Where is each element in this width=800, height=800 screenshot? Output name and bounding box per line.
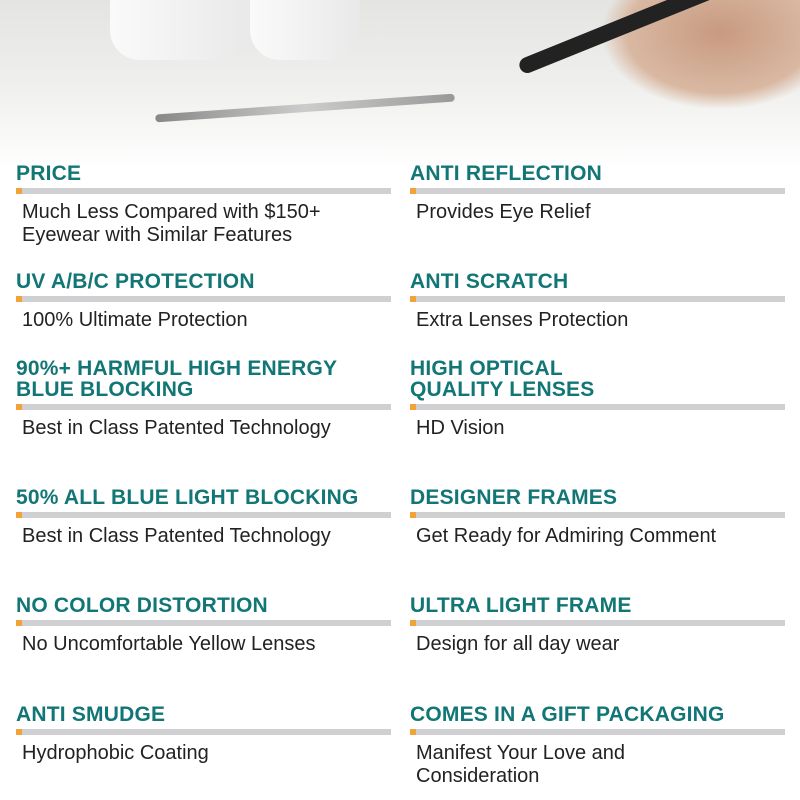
- divider: [22, 512, 391, 518]
- feature-title: ANTI REFLECTION: [410, 162, 602, 185]
- hero-photo: [0, 0, 800, 170]
- feature-title: DESIGNER FRAMES: [410, 486, 618, 509]
- feature-price: [16, 163, 391, 247]
- divider: [416, 404, 785, 410]
- feature-desc: HD Vision: [416, 417, 505, 439]
- feature-desc: 100% Ultimate Protection: [22, 309, 248, 331]
- paper-roll: [110, 0, 250, 60]
- divider: [416, 512, 785, 518]
- feature-desc: Provides Eye Relief: [416, 201, 591, 223]
- feature-desc: Design for all day wear: [416, 633, 620, 655]
- feature-title: 90%+ HARMFUL HIGH ENERGY BLUE BLOCKING: [16, 357, 337, 401]
- feature-ultra-light-frame: [410, 595, 785, 656]
- feature-no-color-distortion: [16, 595, 391, 656]
- feature-title: ULTRA LIGHT FRAME: [410, 594, 632, 617]
- feature-title: ANTI SMUDGE: [16, 703, 166, 726]
- feature-anti-smudge: [16, 704, 391, 765]
- divider: [22, 729, 391, 735]
- feature-desc: Much Less Compared with $150+ Eyewear with Similar Features: [22, 201, 321, 246]
- feature-desc: Hydrophobic Coating: [22, 742, 209, 764]
- feature-title: PRICE: [16, 162, 82, 185]
- paper-roll: [250, 0, 360, 60]
- divider: [22, 188, 391, 194]
- feature-desc: Extra Lenses Protection: [416, 309, 629, 331]
- feature-uv-protection: [16, 271, 391, 332]
- feature-optical-quality: [410, 358, 785, 440]
- feature-desc: Get Ready for Admiring Comment: [416, 525, 717, 547]
- divider: [22, 404, 391, 410]
- feature-desc: Manifest Your Love and Consideration: [416, 742, 626, 787]
- divider: [22, 296, 391, 302]
- feature-desc: Best in Class Patented Technology: [22, 417, 331, 439]
- feature-anti-scratch: [410, 271, 785, 332]
- divider: [416, 729, 785, 735]
- divider: [416, 188, 785, 194]
- feature-blue-blocking-50: [16, 487, 391, 548]
- feature-blue-blocking-90: [16, 358, 391, 440]
- feature-title: HIGH OPTICAL QUALITY LENSES: [410, 357, 595, 401]
- feature-desc: No Uncomfortable Yellow Lenses: [22, 633, 316, 655]
- feature-anti-reflection: [410, 163, 785, 224]
- feature-designer-frames: [410, 487, 785, 548]
- compass-image: [155, 94, 455, 123]
- feature-title: UV A/B/C PROTECTION: [16, 270, 255, 293]
- feature-gift-packaging: [410, 704, 785, 788]
- feature-title: 50% ALL BLUE LIGHT BLOCKING: [16, 486, 359, 509]
- feature-desc: Best in Class Patented Technology: [22, 525, 331, 547]
- divider: [416, 620, 785, 626]
- feature-title: NO COLOR DISTORTION: [16, 594, 268, 617]
- divider: [416, 296, 785, 302]
- divider: [22, 620, 391, 626]
- feature-title: ANTI SCRATCH: [410, 270, 569, 293]
- feature-title: COMES IN A GIFT PACKAGING: [410, 703, 725, 726]
